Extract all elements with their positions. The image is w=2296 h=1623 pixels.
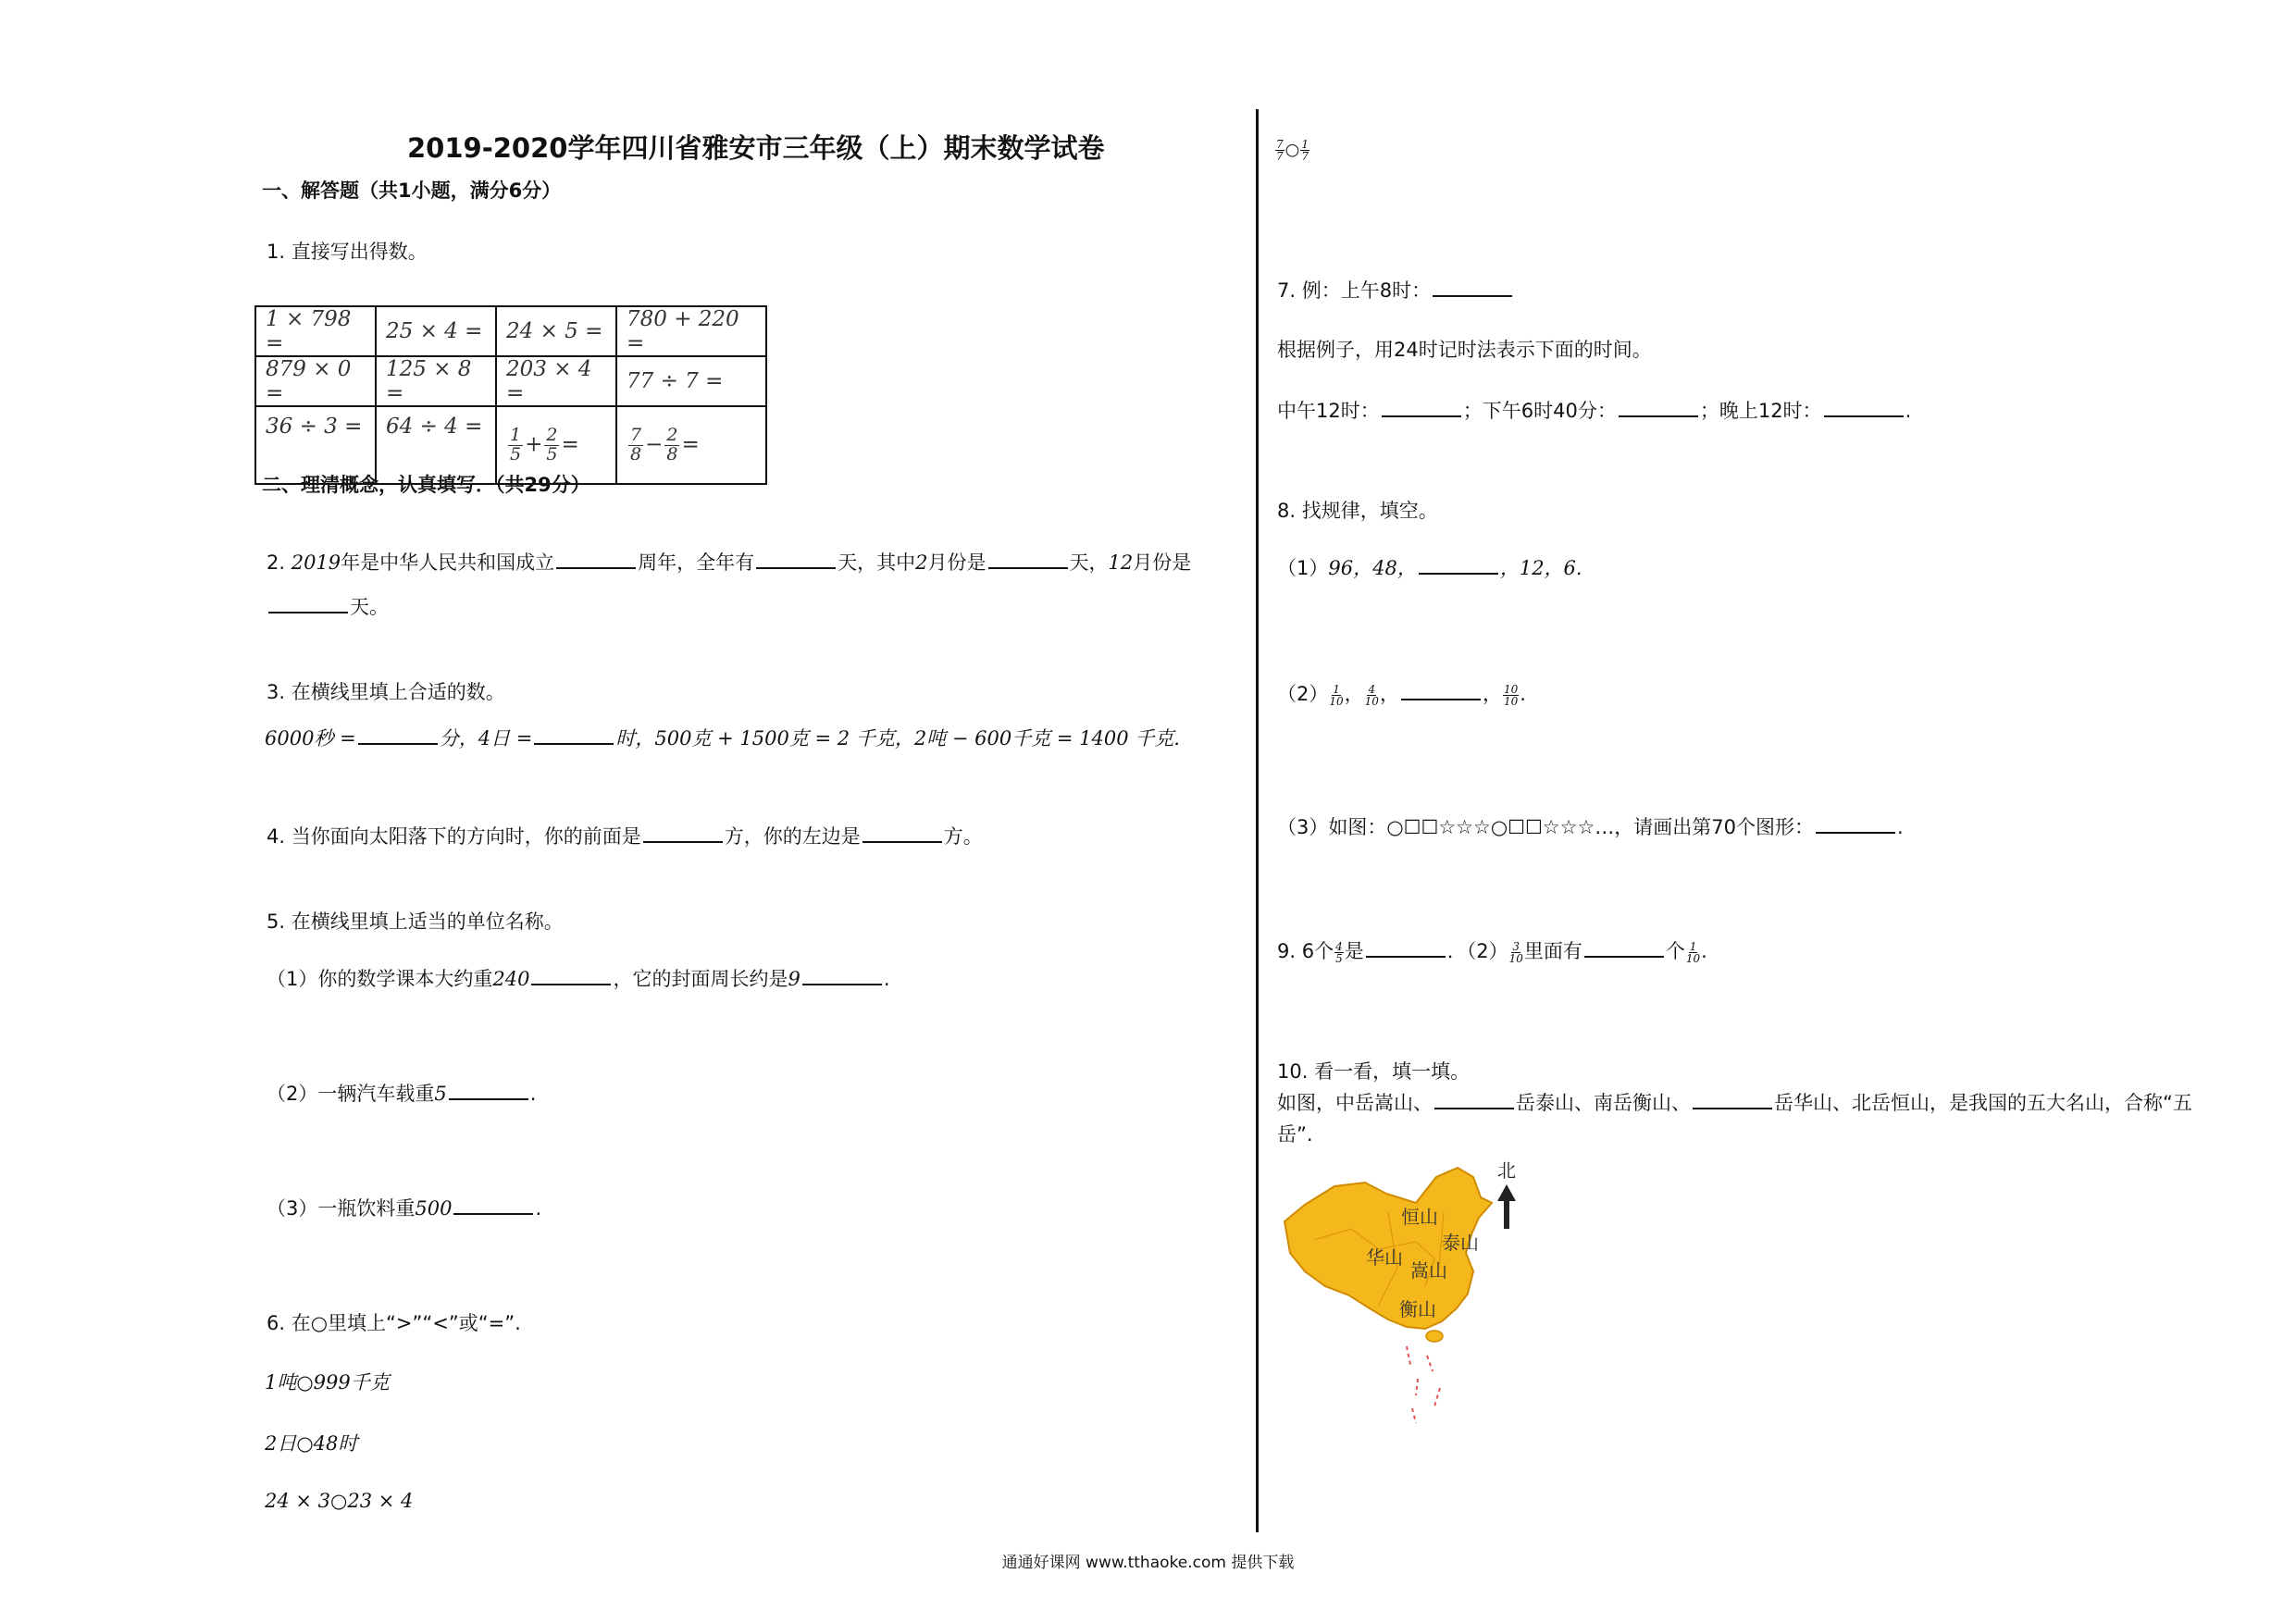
calc-cell: 780 + 220 = <box>616 306 766 356</box>
calc-cell: 25 × 4 = <box>376 306 496 356</box>
answer-blank[interactable] <box>1693 1089 1772 1109</box>
china-map-image <box>1277 1157 1555 1434</box>
answer-blank[interactable] <box>449 1080 528 1100</box>
answer-blank[interactable] <box>802 965 882 985</box>
answer-blank[interactable] <box>556 549 636 569</box>
answer-blank[interactable] <box>1366 937 1446 958</box>
answer-blank[interactable] <box>643 823 723 843</box>
map-label-hengshan-north: 恒山 <box>1401 1206 1438 1228</box>
question-5-part-2: （2）一辆汽车载重5 . <box>267 1079 536 1107</box>
fraction: $\frac{2}{5}$ <box>546 424 558 465</box>
equals: = <box>681 432 700 456</box>
column-divider <box>1256 109 1259 1532</box>
calc-cell: 64 ÷ 4 = <box>376 406 496 484</box>
section-2-heading: 二、理清概念，认真填写．（共29分） <box>262 474 590 496</box>
north-label: 北 <box>1497 1159 1516 1182</box>
answer-blank[interactable] <box>1401 680 1481 700</box>
question-2-cont: 天。 <box>267 592 389 620</box>
question-2: 2. 2019年是中华人民共和国成立 周年，全年有 天，其中2月份是 天，12月份是 <box>267 548 1191 576</box>
calc-cell: 125 × 8 = <box>376 356 496 406</box>
answer-blank[interactable] <box>534 725 614 745</box>
map-label-songshan: 嵩山 <box>1410 1259 1447 1282</box>
section-1-heading: 一、解答题（共1小题，满分6分） <box>262 180 562 202</box>
answer-blank[interactable] <box>358 725 438 745</box>
calc-cell: 77 ÷ 7 = <box>616 356 766 406</box>
calc-cell: 24 × 5 = <box>496 306 616 356</box>
answer-blank[interactable] <box>1824 397 1904 417</box>
question-5-part-1: （1）你的数学课本大约重240 ，它的封面周长约是9 . <box>267 964 890 992</box>
operator: + <box>525 432 543 456</box>
answer-blank[interactable] <box>1619 397 1698 417</box>
map-label-huashan: 华山 <box>1366 1246 1403 1269</box>
question-7-desc: 根据例子，用24时记时法表示下面的时间。 <box>1277 339 1652 361</box>
question-10-line-2: 岳”. <box>1277 1123 1313 1146</box>
question-7-answers: 中午12时： ；下午6时40分： ；晚上12时： . <box>1277 396 1911 424</box>
footer-credit: 通通好课网 www.tthaoke.com 提供下载 <box>1001 1554 1295 1572</box>
question-7: 7. 例：上午8时： <box>1277 276 1514 304</box>
question-6: 6. 在○里填上“>”“<”或“=”. <box>267 1312 521 1334</box>
question-6-line-4: $\frac{7}{7}$ ○ $\frac{1}{7}$ <box>1276 138 1309 163</box>
question-4: 4. 当你面向太阳落下的方向时，你的前面是 方，你的左边是 方。 <box>267 822 983 849</box>
question-10-line-1: 如图，中岳嵩山、 岳泰山、南岳衡山、 岳华山、北岳恒山，是我国的五大名山，合称“五 <box>1277 1088 2192 1116</box>
question-3-line: 6000秒 = 分，4日 = 时，500克 + 1500克 = 2 千克，2吨 − 600千克 = 1400 千克. <box>265 724 1180 751</box>
fraction: $\frac{2}{8}$ <box>666 424 678 465</box>
answer-blank[interactable] <box>453 1195 533 1215</box>
calc-cell-fraction <box>616 406 766 484</box>
answer-blank[interactable] <box>1584 937 1664 958</box>
answer-blank[interactable] <box>1419 554 1498 575</box>
calc-cell: 36 ÷ 3 = <box>255 406 376 484</box>
answer-blank[interactable] <box>863 823 942 843</box>
question-8-part-1: （1）96，48， ，12，6. <box>1277 553 1582 581</box>
map-label-hengshan-south: 衡山 <box>1399 1298 1436 1320</box>
answer-blank[interactable] <box>268 593 348 613</box>
question-6-line-2: 2日○48时 <box>265 1432 358 1455</box>
question-6-line-1: 1吨○999千克 <box>265 1371 390 1394</box>
question-5: 5. 在横线里填上适当的单位名称。 <box>267 911 564 933</box>
answer-blank[interactable] <box>1816 813 1895 834</box>
answer-blank[interactable] <box>756 549 836 569</box>
question-8-part-3: （3）如图：○☐☐☆☆☆○☐☐☆☆☆…，请画出第70个图形： . <box>1277 812 1904 840</box>
question-6-line-3: 24 × 3○23 × 4 <box>265 1490 414 1512</box>
calc-cell: 879 × 0 = <box>255 356 376 406</box>
answer-blank[interactable] <box>531 965 611 985</box>
north-arrow-icon <box>1497 1184 1516 1229</box>
fraction: $\frac{7}{8}$ <box>630 424 642 465</box>
page-title: 2019-2020学年四川省雅安市三年级（上）期末数学试卷 <box>407 132 1105 164</box>
map-label-taishan: 泰山 <box>1442 1232 1479 1254</box>
question-5-part-3: （3）一瓶饮料重500 . <box>267 1194 541 1221</box>
fraction: $\frac{1}{5}$ <box>510 424 522 465</box>
question-1: 1. 直接写出得数。 <box>267 241 428 263</box>
question-9: 9. 6个 $\frac{4}{5}$ 是 ．（2） $\frac{3}{10}$ 里面有 个 $\frac{1}{10}$ . <box>1277 936 1707 964</box>
question-8: 8. 找规律，填空。 <box>1277 500 1438 522</box>
answer-blank[interactable] <box>988 549 1068 569</box>
question-3: 3. 在横线里填上合适的数。 <box>267 681 505 703</box>
operator: − <box>645 432 664 456</box>
answer-blank[interactable] <box>1434 1089 1514 1109</box>
question-8-part-2: （2） $\frac{1}{10}$ ， $\frac{4}{10}$ ， ， $\frac{10}{10}$ . <box>1277 679 1526 707</box>
calc-cell: 203 × 4 = <box>496 356 616 406</box>
answer-blank[interactable] <box>1433 277 1512 297</box>
equals: = <box>561 432 579 456</box>
calc-table <box>254 305 767 485</box>
question-10: 10. 看一看，填一填。 <box>1277 1060 1471 1083</box>
answer-blank[interactable] <box>1382 397 1461 417</box>
calc-cell: 1 × 798 = <box>255 306 376 356</box>
